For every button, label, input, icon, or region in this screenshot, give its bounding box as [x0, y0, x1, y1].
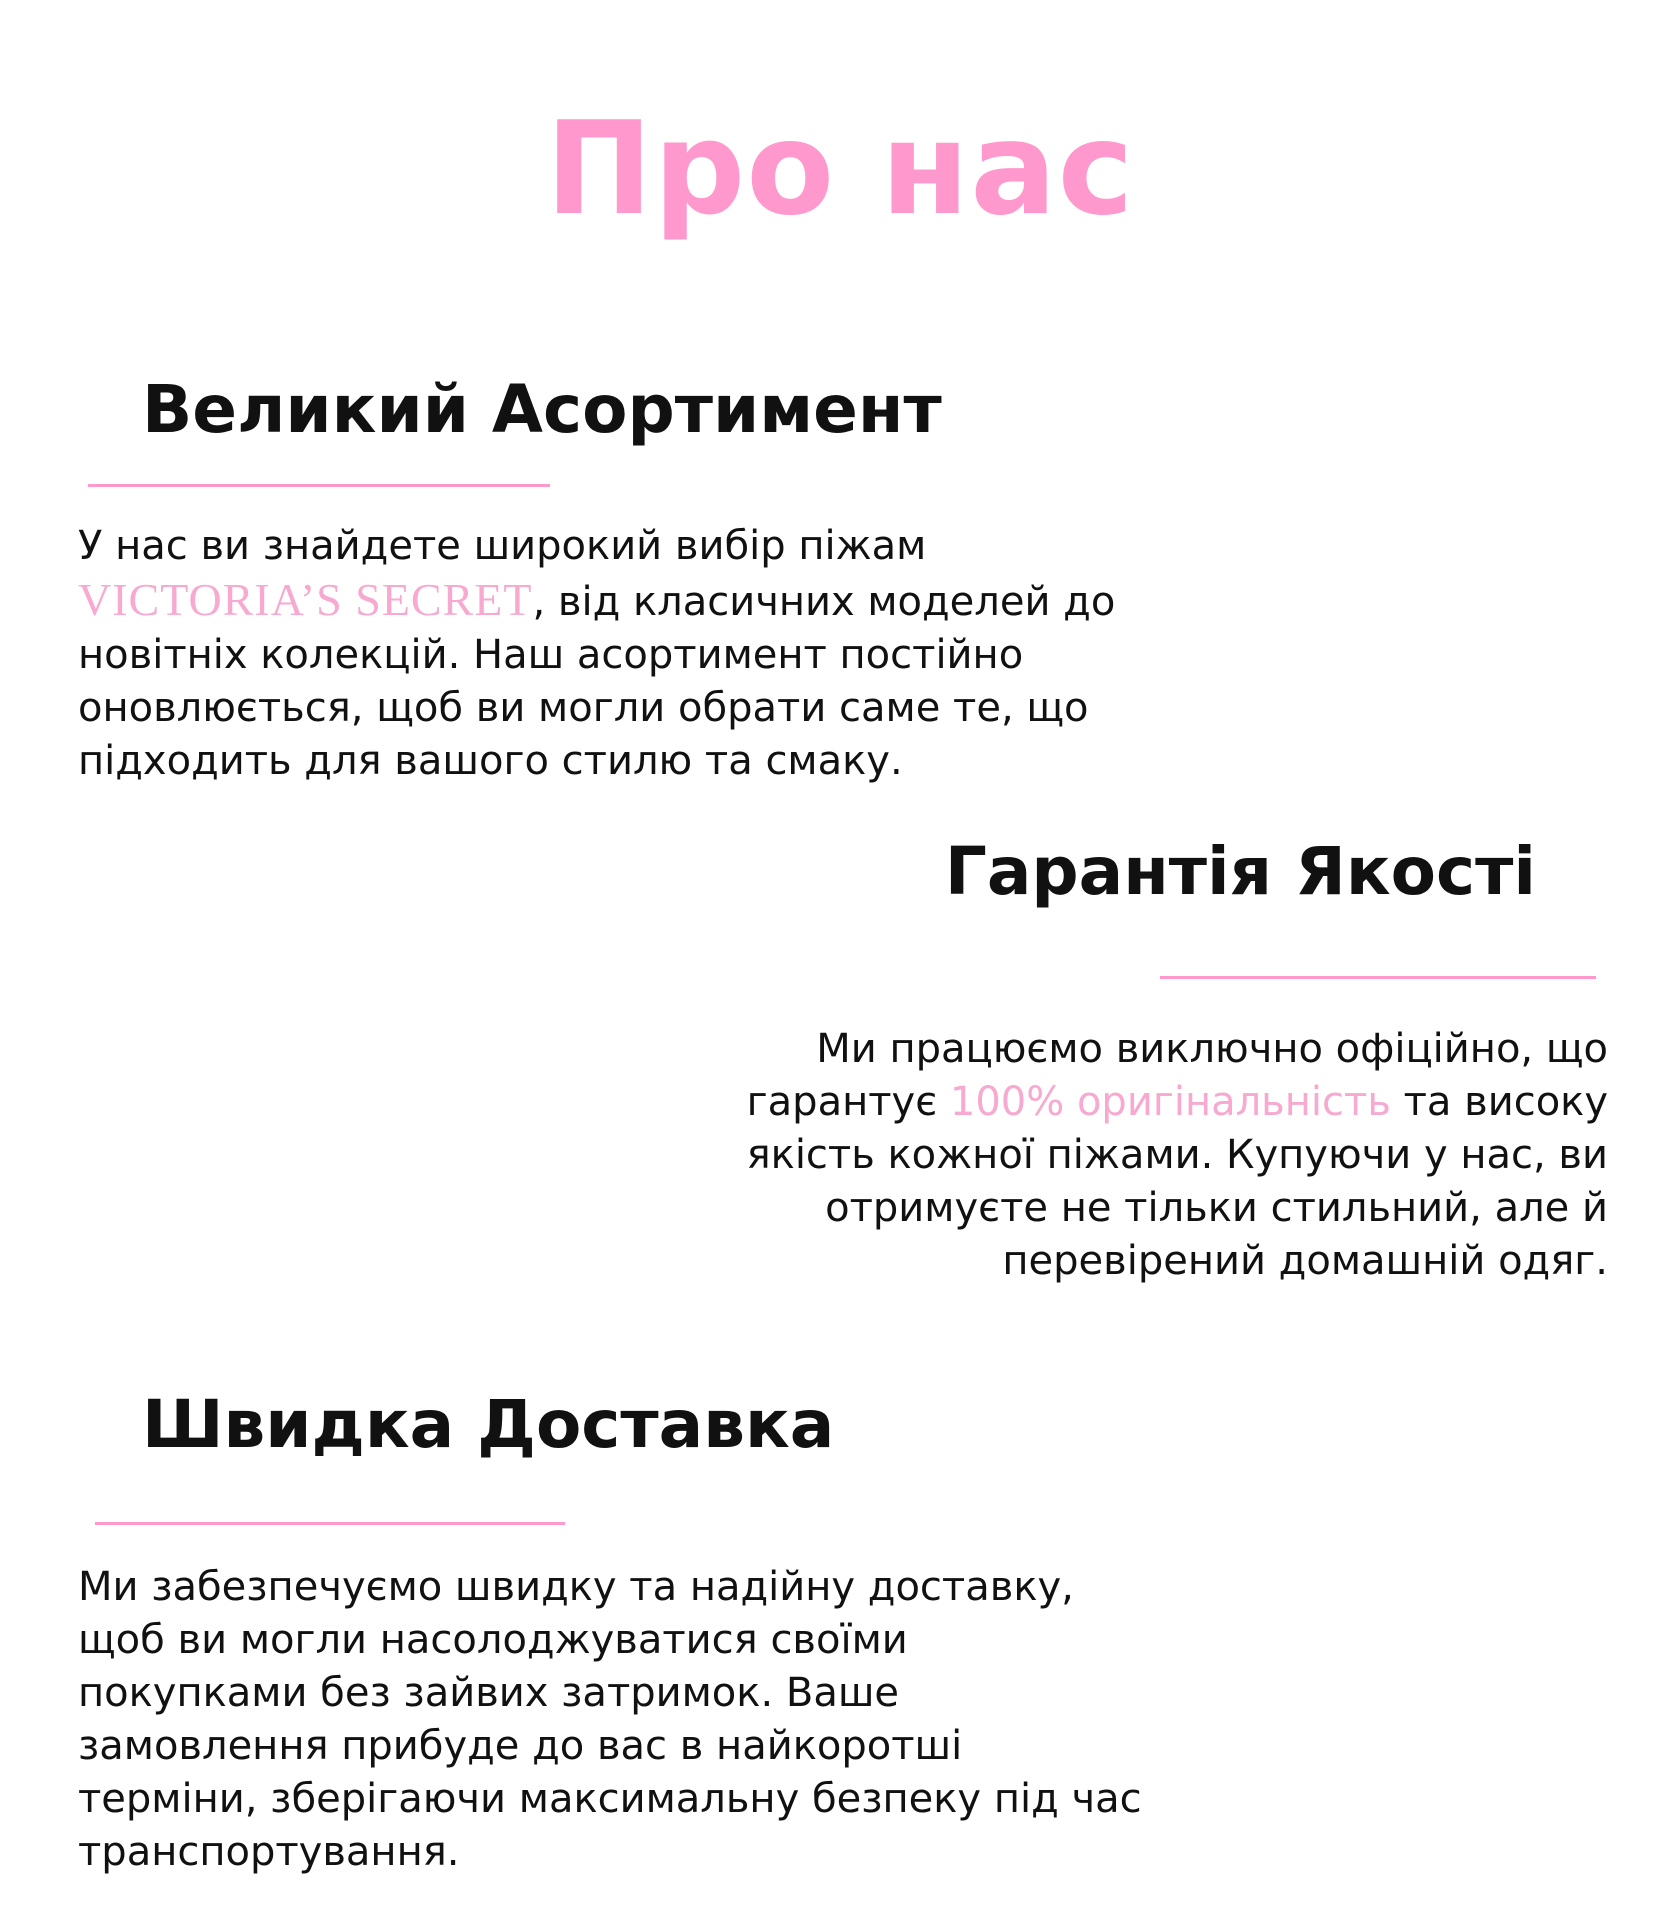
quality-divider [1160, 976, 1596, 979]
brand-name: VICTORIA’S SECRET [78, 574, 533, 625]
text-line: транспортування. [78, 1829, 460, 1875]
delivery-heading: Швидка Доставка [142, 1386, 835, 1463]
assortment-description [78, 520, 1115, 788]
text-line: якість кожної піжами. Купуючи у нас, ви [746, 1132, 1608, 1178]
delivery-description [78, 1561, 1142, 1879]
text-line: Ми працюємо виключно офіційно, що [816, 1026, 1608, 1072]
quality-description [508, 1023, 1608, 1288]
text-line: покупками без зайвих затримок. Ваше [78, 1670, 900, 1716]
text-line: щоб ви могли насолоджуватися своїми [78, 1617, 908, 1663]
text-fragment: , від класичних моделей до [532, 579, 1116, 625]
text-line: замовлення прибуде до вас в найкоротші [78, 1723, 963, 1769]
quality-heading: Гарантія Якості [944, 833, 1536, 910]
text-line: перевірений домашній одяг. [1002, 1238, 1608, 1284]
text-line: У нас ви знайдете широкий вибір піжам [78, 523, 927, 569]
page-title: Про нас [545, 95, 1135, 244]
assortment-divider [88, 484, 550, 487]
text-line: новітніх колекцій. Наш асортимент постійно [78, 632, 1024, 678]
text-line: підходить для вашого стилю та смаку. [78, 738, 903, 784]
text-line: отримуєте не тільки стильний, але й [825, 1185, 1608, 1231]
delivery-divider [95, 1522, 565, 1525]
text-line: терміни, зберігаючи максимальну безпеку під час [78, 1776, 1142, 1822]
text-fragment: та високу [1390, 1079, 1608, 1125]
text-fragment: гарантує [746, 1079, 950, 1125]
text-line: оновлюється, щоб ви могли обрати саме те, що [78, 685, 1089, 731]
text-line [78, 573, 1115, 629]
assortment-heading: Великий Асортимент [142, 371, 942, 448]
originality-highlight: 100% оригінальність [949, 1079, 1391, 1125]
text-line [508, 1076, 1608, 1129]
text-line: Ми забезпечуємо швидку та надійну доставку, [78, 1564, 1074, 1610]
